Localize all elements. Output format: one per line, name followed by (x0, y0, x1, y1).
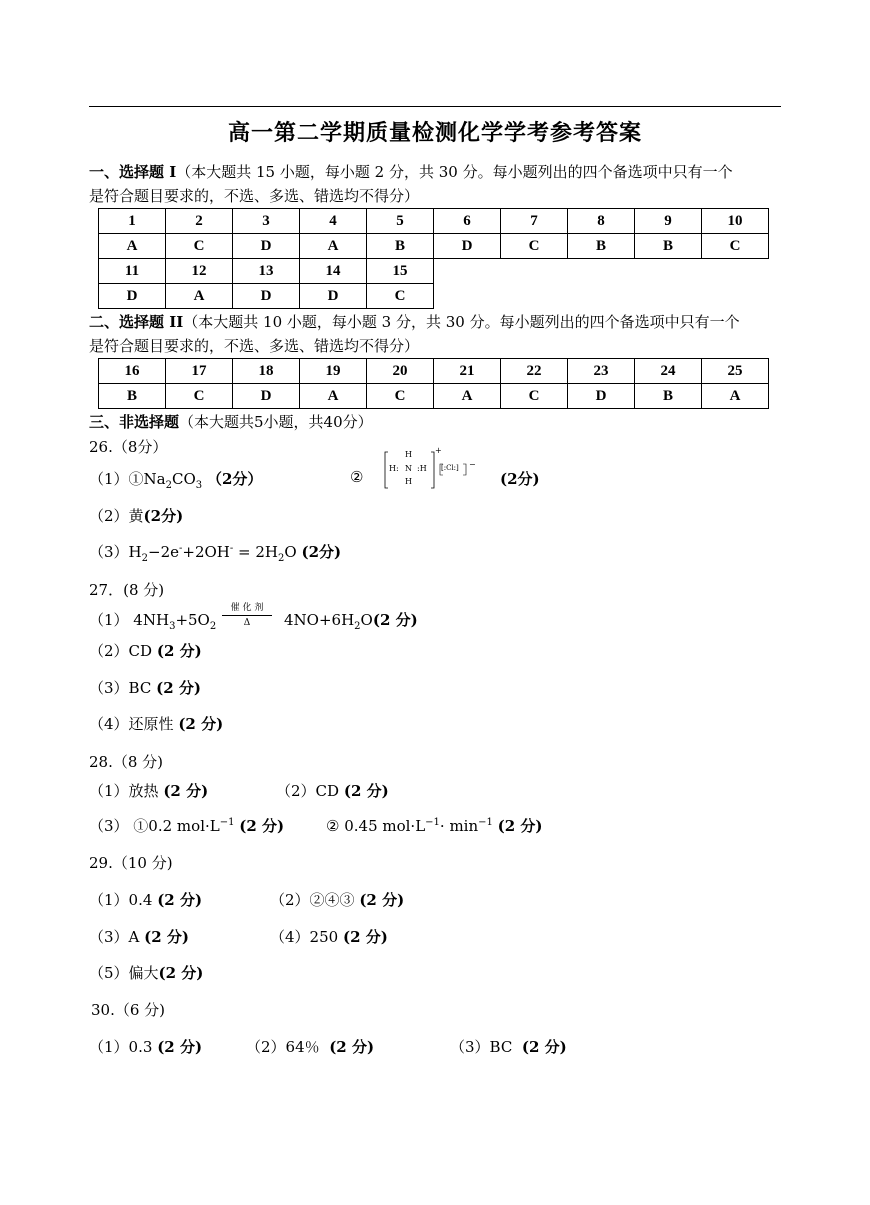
q29-l3: （5）偏大 (89, 964, 159, 982)
answer-cell: C (166, 234, 233, 259)
q27-line1: （1） $4NH_3+5O_2$ (89, 611, 217, 632)
q30-c: （3）BC (450, 1038, 513, 1056)
answer-cell: B (635, 384, 702, 409)
q29-l2a: （3）A (89, 928, 140, 946)
q27-l1-c: 4NO+6H (284, 611, 355, 629)
q26-l2-score: (2分) (143, 507, 184, 525)
q26-l1b-mark: ② (350, 468, 364, 486)
question-number: 9 (635, 209, 702, 234)
section1-head: 一、选择题 I (89, 163, 177, 181)
q28-line1a (89, 780, 208, 801)
q29-head: 29.（10 分) (89, 854, 173, 872)
question-number: 3 (233, 209, 300, 234)
table-row (99, 234, 769, 259)
answer-cell: D (233, 284, 300, 309)
question-number: 16 (99, 359, 166, 384)
q28-l2a: （3） ①0.2 mol·L (89, 817, 220, 835)
q28-l1b-score: (2 分) (343, 782, 389, 800)
table-row (99, 259, 434, 284)
question-number: 14 (300, 259, 367, 284)
answer-cell: C (702, 234, 769, 259)
q27-l1-score: (2 分) (372, 611, 418, 629)
q26-l1a-prefix: （1）①Na (89, 470, 166, 488)
q28-l2b-sup2: −1 (478, 817, 493, 828)
q26-line2 (89, 505, 183, 526)
q26-l1a-score: （2分） (206, 470, 263, 488)
q26-l2: （2）黄 (89, 507, 144, 525)
section2-desc-line2: 是符合题目要求的，不选、多选、错选均不得分） (89, 337, 420, 355)
q26-line1a (89, 468, 262, 491)
q26-l1a-sub: 2 (165, 480, 172, 491)
q30-a-score: (2 分) (157, 1038, 203, 1056)
q26-l3-b: −2e (148, 543, 179, 561)
q27-l1-b: +5O (175, 611, 210, 629)
answer-cell: C (501, 384, 568, 409)
answer-cell: C (166, 384, 233, 409)
q30-b: （2）64％ (246, 1038, 320, 1056)
electron-formula-svg (383, 450, 488, 490)
question-number: 24 (635, 359, 702, 384)
q27-l3-score: (2 分) (156, 679, 201, 697)
q27-l2: （2）CD (89, 642, 153, 660)
section1-table-row2 (98, 258, 434, 309)
q26-l3-a: （3）H (89, 543, 142, 561)
electron-minus: − (469, 460, 476, 469)
electron-cl: [:Cl:] (441, 464, 459, 472)
q26-l1a-mid: CO (172, 470, 196, 488)
page-title: 高一第二学期质量检测化学学考参考答案 (227, 120, 642, 146)
question-number: 5 (367, 209, 434, 234)
question-number: 13 (233, 259, 300, 284)
answer-cell: C (501, 234, 568, 259)
q28-l2b-sup: −1 (425, 817, 440, 828)
electron-plus: + (435, 446, 442, 455)
table-row (99, 209, 769, 234)
q28-line1b (276, 780, 389, 801)
question-number: 17 (166, 359, 233, 384)
q26-head: 26.（8分） (89, 438, 168, 456)
q28-line2a (89, 815, 284, 836)
q29-line2a (89, 926, 189, 947)
q30-a: （1）0.3 (89, 1038, 153, 1056)
q27-line1-right: $4NO+6H_2O(2$ 分) (284, 611, 418, 632)
question-number: 25 (702, 359, 769, 384)
question-number: 11 (99, 259, 166, 284)
q27-head: 27．(8 分) (89, 581, 165, 599)
q27-line3 (89, 677, 201, 698)
q28-l1a: （1）放热 (89, 782, 159, 800)
q27-l3: （3）BC (89, 679, 152, 697)
q26-l3-d: = 2H (233, 543, 279, 561)
question-number: 15 (367, 259, 434, 284)
q28-line2b (326, 815, 543, 836)
answer-cell: D (233, 234, 300, 259)
q27-l4: （4）还原性 (89, 715, 174, 733)
header-rule (89, 106, 781, 107)
q26-l3-c: +2OH (182, 543, 230, 561)
q29-l1a: （1）0.4 (89, 891, 153, 909)
answer-cell: C (367, 284, 434, 309)
q27-l4-score: (2 分) (178, 715, 224, 733)
q30-line-a (89, 1036, 202, 1057)
answer-cell: C (367, 384, 434, 409)
catalyst-label: 催 化 剂 (230, 603, 264, 613)
q27-line4 (89, 713, 223, 734)
answer-cell: D (300, 284, 367, 309)
electron-h-right: :H (417, 464, 427, 473)
section2-table (98, 358, 769, 409)
answer-cell: A (434, 384, 501, 409)
q28-l2a-score: (2 分) (239, 817, 285, 835)
answer-cell: A (166, 284, 233, 309)
q29-line3 (89, 962, 203, 983)
section3-desc: （本大题共5小题，共40分） (179, 413, 373, 431)
answer-cell: A (300, 384, 367, 409)
answer-cell: A (300, 234, 367, 259)
answer-cell: A (99, 234, 166, 259)
electron-formula (383, 446, 488, 490)
question-number: 10 (702, 209, 769, 234)
question-number: 7 (501, 209, 568, 234)
question-number: 21 (434, 359, 501, 384)
q28-l1a-score: (2 分) (163, 782, 209, 800)
question-number: 2 (166, 209, 233, 234)
answer-cell: D (233, 384, 300, 409)
section1-desc-line2: 是符合题目要求的，不选、多选、错选均不得分） (89, 187, 420, 205)
reaction-arrow (222, 600, 272, 628)
q29-l3-score: (2 分) (158, 964, 204, 982)
q28-l1b: （2）CD (276, 782, 340, 800)
q30-b-score: (2 分) (329, 1038, 375, 1056)
q30-line-b (246, 1036, 374, 1057)
question-number: 1 (99, 209, 166, 234)
q28-l2b-mid: · min (439, 817, 479, 835)
q29-l2b: （4）250 (270, 928, 339, 946)
q27-l1-d: O (360, 611, 373, 629)
answer-cell: B (568, 234, 635, 259)
question-number: 6 (434, 209, 501, 234)
q26-l1a-sub2: 3 (195, 480, 203, 491)
question-number: 19 (300, 359, 367, 384)
q26-l3-score: (2分) (301, 543, 342, 561)
answer-cell: D (99, 284, 166, 309)
electron-h-top: H (405, 450, 412, 459)
section1-table-row1 (98, 208, 769, 259)
question-number: 22 (501, 359, 568, 384)
q26-l1b-score: (2分) (500, 470, 540, 488)
q30-c-score: (2 分) (521, 1038, 567, 1056)
q29-l1a-score: (2 分) (157, 891, 203, 909)
question-number: 20 (367, 359, 434, 384)
q26-line3: $(3)H_2-2e^-+2OH^- = 2H_2O$ (2分) (89, 543, 342, 564)
q27-line2 (89, 640, 202, 661)
question-number: 12 (166, 259, 233, 284)
q29-l1b: （2）②④③ (270, 891, 355, 909)
q27-l1-a: （1） 4NH (89, 611, 170, 629)
electron-n: N (405, 464, 412, 473)
reaction-line (222, 615, 272, 616)
answer-cell: D (568, 384, 635, 409)
electron-h-left: H: (389, 464, 399, 473)
answer-cell: B (635, 234, 702, 259)
question-number: 8 (568, 209, 635, 234)
q29-l2b-score: (2 分) (342, 928, 388, 946)
q29-l2a-score: (2 分) (144, 928, 190, 946)
q29-line1b (270, 889, 404, 910)
q26-l3-e: O (284, 543, 297, 561)
section2-description (89, 310, 740, 358)
answer-cell: D (434, 234, 501, 259)
answer-cell: B (99, 384, 166, 409)
question-number: 4 (300, 209, 367, 234)
q30-line-c (450, 1036, 567, 1057)
question-number: 18 (233, 359, 300, 384)
q28-head: 28.（8 分) (89, 753, 164, 771)
q28-l2b-score: (2 分) (497, 817, 543, 835)
section1-desc-line1: （本大题共 15 小题，每小题 2 分，共 30 分。每小题列出的四个备选项中只有一个 (176, 163, 733, 181)
table-row (99, 284, 434, 309)
table-row (99, 384, 769, 409)
q28-l2a-sup: −1 (219, 817, 235, 828)
q29-l1b-score: (2 分) (359, 891, 405, 909)
section3-head: 三、非选择题 (89, 413, 180, 431)
q29-line2b (270, 926, 388, 947)
q29-line1a (89, 889, 202, 910)
section1-description (89, 160, 733, 208)
section2-head: 二、选择题 II (89, 313, 184, 331)
answer-cell: A (702, 384, 769, 409)
question-number: 23 (568, 359, 635, 384)
q28-l2b: ② 0.45 mol·L (326, 817, 426, 835)
q27-l2-score: (2 分) (156, 642, 202, 660)
heat-label: Δ (243, 618, 251, 628)
electron-h-bottom: H (405, 477, 412, 486)
section2-desc-line1: （本大题共 10 小题，每小题 3 分，共 30 分。每小题列出的四个备选项中只有一个 (183, 313, 740, 331)
section3-description (89, 410, 373, 434)
q30-head: 30.（6 分) (91, 1001, 166, 1019)
answer-cell: B (367, 234, 434, 259)
table-row (99, 359, 769, 384)
